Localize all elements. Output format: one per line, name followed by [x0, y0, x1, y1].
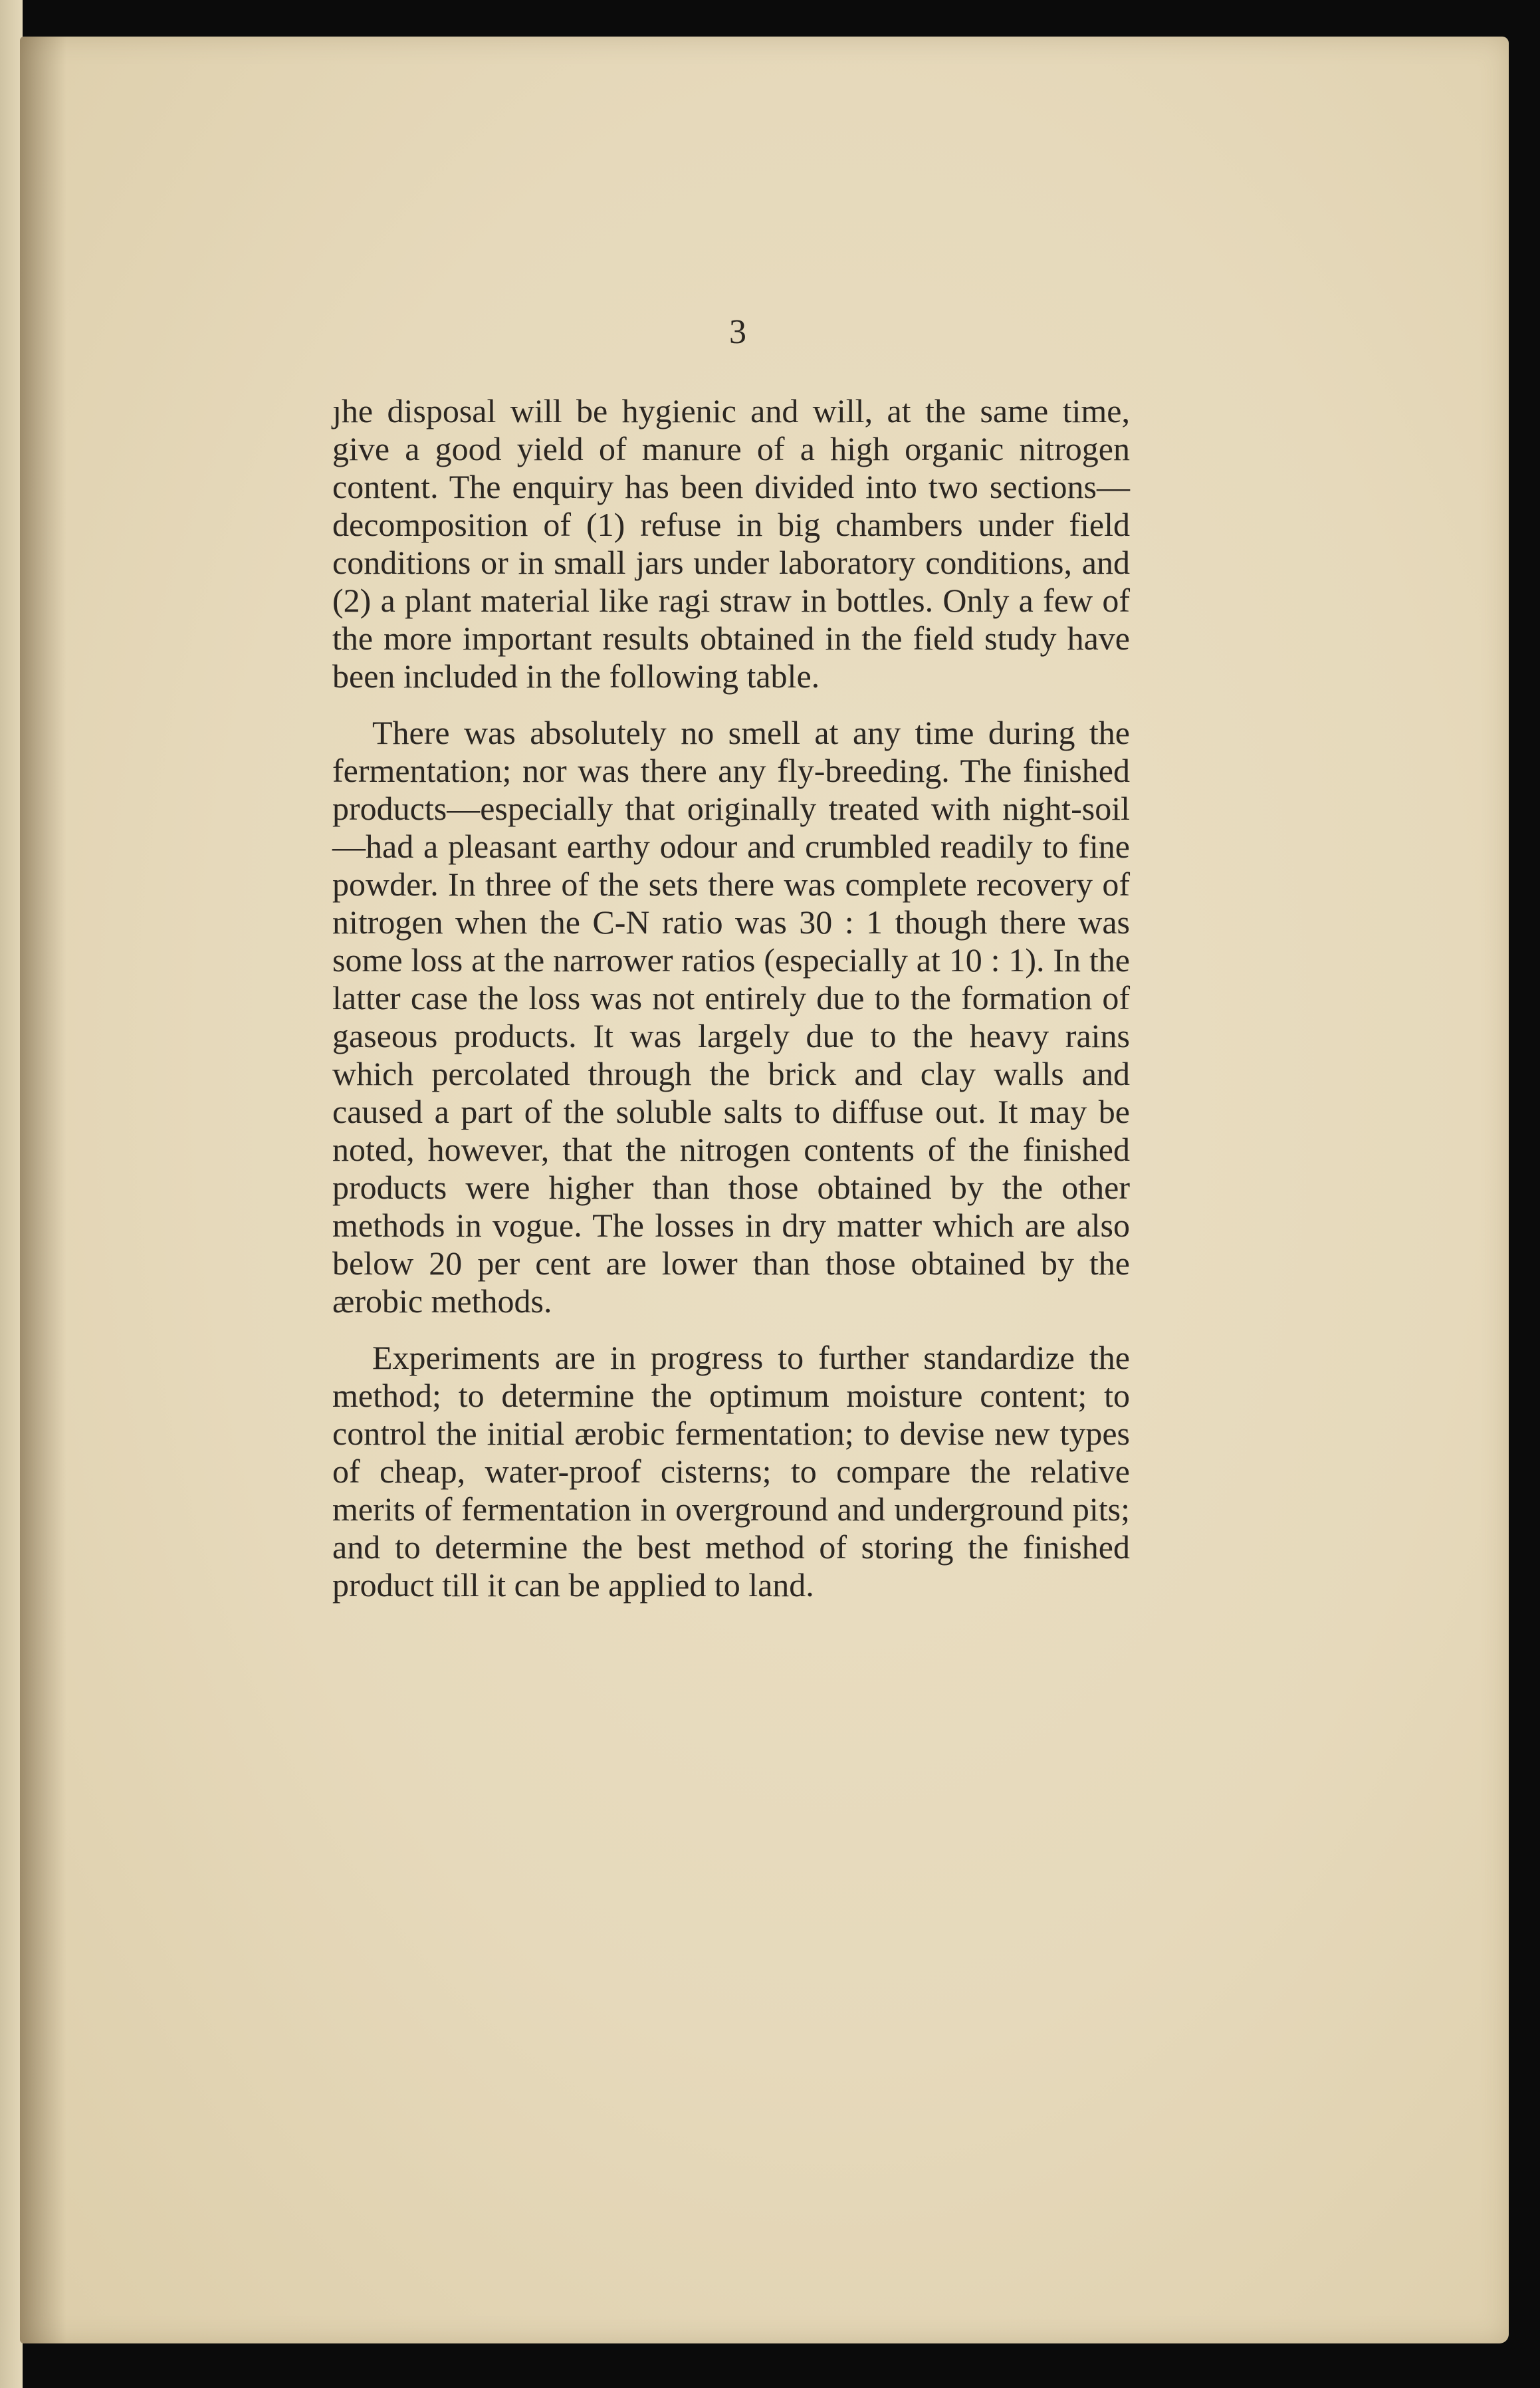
- paragraph-experiments-in-progress: Experiments are in progress to further standardize the method; to determine the optimum moisture content; to control the initial ærobic fermentation; to devise new types of cheap, water-proof cisterns; to compare the relative merits of fermentation in overground and underground pits; and to determine the best method of storing the finished product till it can be applied to land.: [332, 1339, 1130, 1604]
- gutter-shadow: [20, 37, 66, 2343]
- paragraph-fermentation-results: There was absolutely no smell at any time during the fermentation; nor was there any fly-breeding. The finished products—especially that originally treated with night-soil—had a pleasant earthy odour and crumbled readily to fine powder. In three of the sets there was complete recovery of nitrogen when the C-N ratio was 30 : 1 though there was some loss at the narrower ratios (especially at 10 : 1). In the latter case the loss was not entirely due to the formation of gaseous products. It was largely due to the heavy rains which percolated through the brick and clay walls and caused a part of the soluble salts to diffuse out. It may be noted, however, that the nitrogen contents of the finished products were higher than those obtained by the other methods in vogue. The losses in dry matter which are also below 20 per cent are lower than those obtained by the ærobic methods.: [332, 714, 1130, 1320]
- body-text: [332, 392, 1130, 1604]
- paragraph-continued: ȷhe disposal will be hygienic and will, at the same time, give a good yield of manure of a high organic nitrogen content. The enquiry has been divided into two sections—decomposition of (1) refuse in big chambers under field conditions or in small jars under laboratory conditions, and (2) a plant material like ragi straw in bottles. Only a few of the more important results obtained in the field study have been included in the following table.: [332, 392, 1130, 695]
- page-number: 3: [729, 313, 746, 351]
- book-binding-edge: [0, 0, 23, 2388]
